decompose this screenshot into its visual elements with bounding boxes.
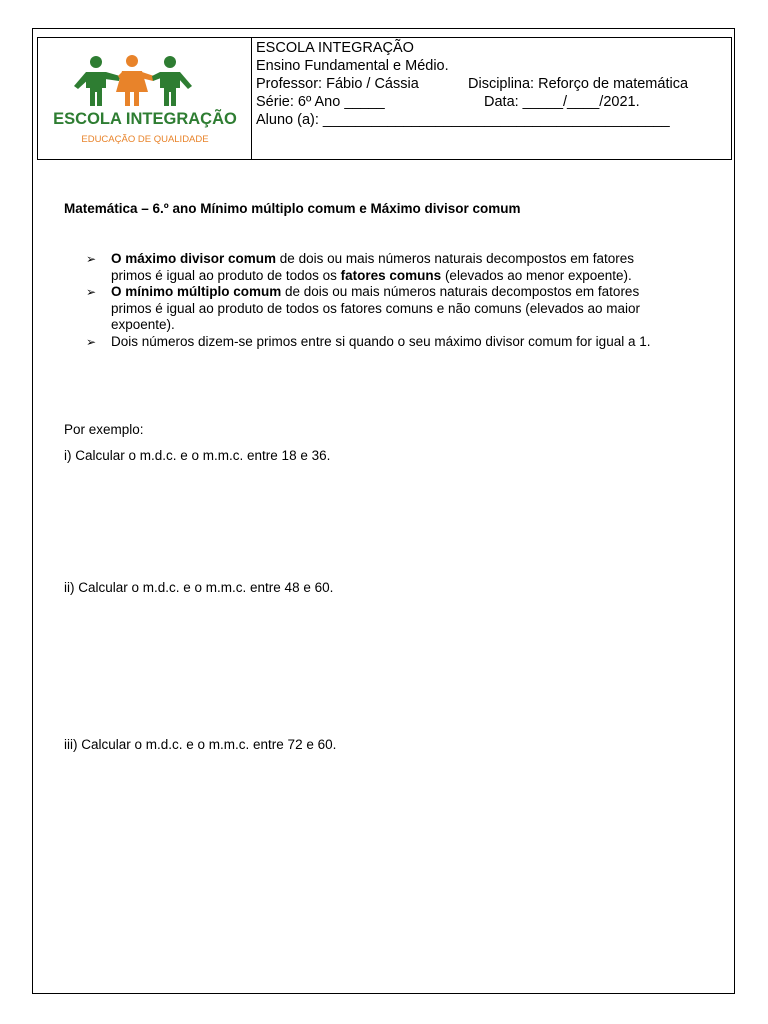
header-table — [37, 37, 732, 160]
page-frame — [32, 28, 735, 994]
definition-text: (elevados ao menor expoente). — [441, 267, 632, 283]
term-mmc: O mínimo múltiplo comum — [111, 284, 282, 299]
subject-line: Disciplina: Reforço de matemática — [468, 76, 689, 92]
list-item — [86, 284, 676, 334]
children-figures-icon — [64, 52, 224, 108]
student-line: Aluno (a): ___________________________________________ — [256, 112, 670, 128]
arrow-bullet-icon: ➢ — [86, 334, 97, 349]
logo-tagline: EDUCAÇÃO DE QUALIDADE — [81, 134, 209, 145]
example-intro: Por exemplo: — [64, 422, 144, 437]
definitions-list — [86, 251, 676, 350]
term-fatores-comuns: fatores comuns — [340, 267, 442, 283]
exercise-1: i) Calcular o m.d.c. e o m.m.c. entre 18 e 36. — [64, 448, 331, 463]
exercise-3: iii) Calcular o m.d.c. e o m.m.c. entre 72 e 60. — [64, 737, 337, 752]
term-mdc: O máximo divisor comum — [111, 251, 277, 266]
list-item — [86, 334, 676, 351]
page-title: Matemática – 6.º ano Mínimo múltiplo comum e Máximo divisor comum — [64, 201, 521, 216]
school-logo — [38, 38, 252, 159]
definition-text: Dois números dizem-se primos entre si quando o seu máximo divisor comum for igual a 1. — [111, 333, 651, 349]
definition-text: de dois ou mais números naturais decompostos em fatores primos é igual ao produto de todos os — [111, 251, 634, 283]
header-info — [252, 38, 731, 159]
grade-line: Série: 6º Ano _____ — [256, 94, 385, 110]
arrow-bullet-icon: ➢ — [86, 285, 97, 299]
date-line: Data: _____/____/2021. — [484, 94, 640, 110]
exercise-2: ii) Calcular o m.d.c. e o m.m.c. entre 48 e 60. — [64, 580, 334, 595]
list-item — [86, 251, 676, 284]
arrow-bullet-icon: ➢ — [86, 252, 97, 266]
logo-name: ESCOLA INTEGRAÇÃO — [53, 110, 237, 128]
teacher-line: Professor: Fábio / Cássia — [256, 76, 419, 92]
school-name: ESCOLA INTEGRAÇÃO — [256, 40, 414, 56]
education-level: Ensino Fundamental e Médio. — [256, 58, 449, 74]
definition-text: de dois ou mais números naturais decompostos em fatores primos é igual ao produto de todos os fatores comuns e não comuns (elevados ao maior expoente). — [111, 284, 641, 332]
